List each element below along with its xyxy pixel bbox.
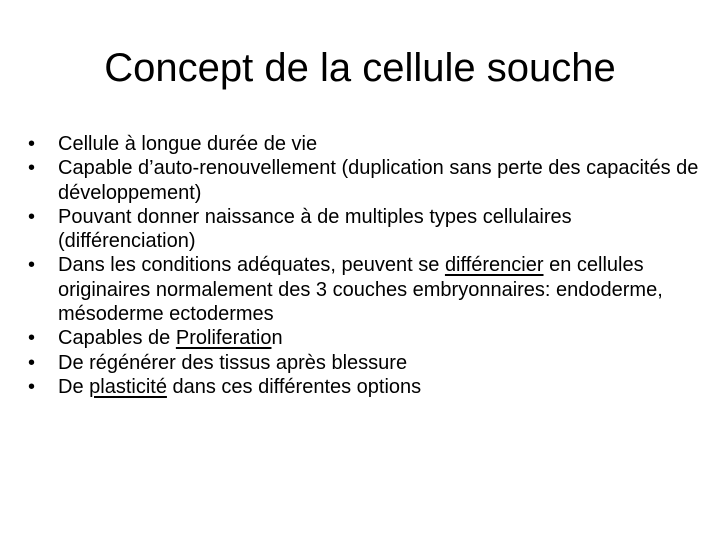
bullet-text: Dans les conditions adéquates, peuvent se <box>58 254 445 277</box>
bullet-text: dans ces différentes options <box>166 375 422 398</box>
bullet-item <box>28 132 708 156</box>
bullet-item <box>28 156 708 205</box>
bullet-item <box>28 205 708 254</box>
bullet-text: Cellule à longue durée de vie <box>58 133 318 155</box>
bullet-icon: • <box>28 351 36 374</box>
bullet-item <box>28 351 708 375</box>
bullet-text: en cellules originaires normalement des 3 couches embryonnaires: endoderme, mésoderme ectodermes <box>58 254 663 326</box>
bullet-icon: • <box>28 157 36 180</box>
bullet-icon: • <box>28 205 36 228</box>
bullet-icon: • <box>28 327 36 350</box>
underlined-term-plasticite: plasticité <box>89 375 167 398</box>
underlined-term-differencier: différencier <box>444 254 544 277</box>
bullet-item <box>28 253 708 326</box>
bullet-text: Pouvant donner naissance à de multiples types cellulaires (différenciation) <box>58 205 572 253</box>
bullet-icon: • <box>28 254 36 277</box>
bullet-text: De <box>58 375 90 398</box>
bullet-item <box>28 375 708 399</box>
bullet-text: De régénérer des tissus après blessure <box>58 351 408 374</box>
slide-title: Concept de la cellule souche <box>104 46 616 90</box>
bullet-icon: • <box>28 375 36 398</box>
bullet-list <box>28 132 708 399</box>
underlined-term-proliferation: Proliferatio <box>175 327 272 350</box>
bullet-text: Capable d’auto-renouvellement (duplication sans perte des capacités de développement) <box>58 157 699 204</box>
bullet-text: n <box>271 327 283 350</box>
bullet-icon: • <box>28 133 36 155</box>
bullet-text: Capables de <box>58 327 176 350</box>
bullet-item <box>28 326 708 350</box>
